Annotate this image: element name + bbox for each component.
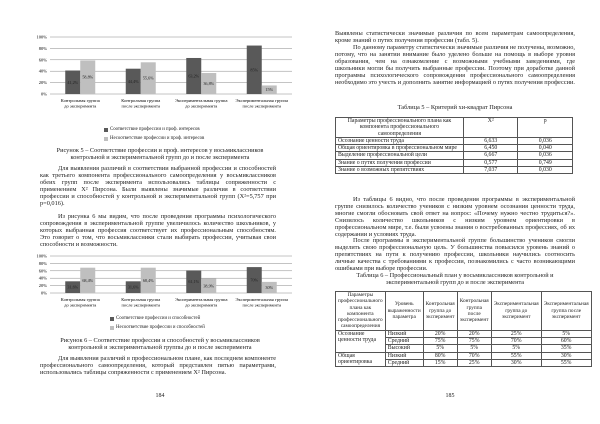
table-cell: 25% [457, 359, 491, 366]
legend-swatch [104, 128, 108, 132]
table-cell: 6,667 [463, 152, 518, 159]
table-cell: 75% [457, 338, 491, 345]
x-category-label: Контрольная группа до эксперимента [60, 98, 100, 109]
table-cell: 80% [423, 352, 457, 359]
page-number: 185 [445, 393, 455, 399]
table-row [336, 137, 573, 144]
data-label: 30% [265, 284, 274, 290]
y-tick-label: 0% [41, 91, 47, 97]
paragraph: Для выявления различий в соответствии выбранной профессии и способностей как третьего компонента профессионального самоопределения у восьмиклассников обеих групп после эксперимента использовались таблицы сопряженности с применением Х² Пирсона. Были выявлены значимые различия в соответствии профессии и способностей у контрольной и экспериментальной групп (Х²=5,757 при p=0,016). [40, 165, 276, 207]
table-cell: 5% [423, 345, 457, 352]
data-label: 85% [250, 67, 259, 73]
x-category-label: Экспериментальная группа до эксперимента [175, 98, 228, 109]
table-header: Уровень выраженности параметра [385, 292, 423, 331]
table-row [336, 330, 592, 337]
table-6-caption: Таблица 6 – Профессиональный план у восьмиклассников контрольной и экспериментальной групп до и после эксперимента [356, 272, 554, 287]
table-cell: 55% [491, 352, 541, 359]
page-number: 184 [155, 393, 165, 399]
legend-item-match [110, 316, 200, 321]
y-tick-label: 20% [38, 283, 47, 289]
legend-swatch [110, 317, 114, 321]
table-cell: 5% [541, 330, 591, 337]
data-label: 58,8% [82, 74, 94, 80]
table-cell: Высокий [385, 345, 423, 352]
table-header: Контрольная группа до эксперимент [423, 292, 457, 331]
table-header: Экспериментальная группа после эксперимент [541, 292, 591, 331]
figure-6-chart [0, 250, 300, 320]
data-label: 38,9% [203, 283, 215, 289]
legend-item-mismatch [104, 136, 204, 141]
data-label: 15% [265, 87, 274, 93]
table-cell: 0,577 [463, 159, 518, 166]
data-label: 31,6% [127, 284, 139, 290]
legend-swatch [104, 137, 108, 141]
paragraph: Выявлены статистически значимые различия по всем параметрам самоопределения, кроме знаний о путях получения профессии (табл. 5). [335, 30, 575, 44]
y-tick-label: 40% [38, 68, 47, 74]
figure-5-caption: Рисунок 5 – Соответствие профессии и проф. интересов у восьмиклассников контрольной и экспериментальной групп до и после эксперимента [56, 147, 264, 162]
paragraph: По данному параметру статистически значимые различия не получены, возможно, потому, что на занятии внимание было уделено больше на помощь в выборе уровня образования, чем на ознакомление с возможными учебными заведениями, где школьники могли бы получить выбранные профессии. Поэтому при доработке данной программы психологического сопровождения профессионального самоопределения необходимо это учесть и дополнить занятие информацией о путях получения профессии. [335, 44, 576, 86]
legend-item-match [104, 127, 200, 132]
table-header: Параметры профессионального плана как компонента профессионального самоопределения [336, 118, 464, 138]
table-cell: Общая ориентировка в профессиональном мире [336, 145, 464, 152]
x-category-label: Контрольная группа после эксперимента [121, 297, 161, 308]
table-cell: 70% [491, 338, 541, 345]
data-label: 68,4% [142, 277, 154, 283]
table-cell: 0,036 [518, 152, 573, 159]
table-cell: 5% [491, 345, 541, 352]
y-tick-label: 40% [38, 275, 47, 281]
x-category-label: Экспериментальная группа до эксперимента [175, 297, 228, 308]
table-cell: 75% [423, 338, 457, 345]
table-row [336, 145, 573, 152]
table-cell: Низкий [385, 352, 423, 359]
paragraph: Из таблицы 6 видно, что после проведения программы в экспериментальной группе снизилось количество учеников с низким уровнем осознания ценности труда, многие смогли обосновать свой ответ на вопрос: «Почему нужно честно трудиться?». Снизилось количество школьников с низким уровнем ориентировки в профессиональном мире, т.е. были усвоены знания о востребованных профессиях, об их содержании и условиях труда. [335, 196, 575, 238]
legend-swatch [110, 326, 114, 330]
data-label: 61,1% [188, 279, 200, 285]
paragraph: Для выявления различий в профессиональном плане, как последнем компоненте профессионального самоопределения, который представлен пятью параметрами, использовались таблицы сопряженности с применением Х² Пирсона. [40, 355, 276, 376]
y-tick-label: 0% [41, 290, 47, 296]
legend-label: Несоответствие профессии и способностей [116, 325, 205, 330]
table-header-row [336, 292, 592, 331]
table-cell: 6,633 [463, 137, 518, 144]
table-row [336, 352, 592, 359]
table-cell: 30% [491, 359, 541, 366]
y-tick-label: 80% [38, 45, 47, 51]
legend-item-mismatch [110, 325, 205, 330]
table-cell: 30% [541, 352, 591, 359]
table-cell: 0,036 [518, 137, 573, 144]
paragraph: Из рисунка 6 мы видим, что после проведения программы психологического сопровождения в экспериментальной группе увеличилось количество школьников, у которых выбранная профессия соответствует их профессиональным способностям. Это говорит о том, что восьмиклассники стали выбирать профессии, учитывая свои способности и возможности. [40, 213, 276, 248]
table-cell: Общая ориентировка [336, 352, 386, 367]
table-cell: Осознание ценности труда [336, 330, 386, 352]
legend-label: Несоответствие профессии и проф. интересов [110, 136, 205, 141]
data-label: 55,6% [142, 75, 154, 81]
x-category-label: Контрольная группа до эксперимента [60, 297, 100, 308]
table-5-caption: Таблица 5 – Критерий хи-квадрат Пирсона [397, 104, 513, 111]
data-label: 36,8% [203, 81, 215, 87]
table-row [336, 159, 573, 166]
table-cell: Знание о возможных препятствиях [336, 167, 464, 174]
table-cell: Средний [385, 338, 423, 345]
table-row [336, 152, 573, 159]
data-label: 70% [250, 277, 259, 283]
table-cell: 60% [541, 338, 591, 345]
table-cell: 7,037 [463, 167, 518, 174]
table-5 [335, 117, 573, 174]
y-tick-label: 20% [38, 80, 47, 86]
table-header: p [518, 118, 573, 138]
data-label: 41,2% [67, 79, 79, 85]
table-row [336, 167, 573, 174]
table-cell: 0,749 [518, 159, 573, 166]
table-cell: 0,040 [518, 145, 573, 152]
data-label: 68,4% [82, 277, 94, 283]
y-tick-label: 100% [36, 253, 47, 259]
figure-5-chart [0, 0, 300, 140]
table-header: Параметры профессионального плана как компонента профессионального самоопределения [336, 292, 386, 331]
table-cell: 20% [423, 330, 457, 337]
y-tick-label: 60% [38, 57, 47, 63]
table-cell: 35% [541, 345, 591, 352]
table-header: Экспериментальная группа до эксперимент [491, 292, 541, 331]
table-cell: 6,450 [463, 145, 518, 152]
table-header-row [336, 118, 573, 138]
x-category-label: Экспериментальная группа после эксперимента [235, 297, 288, 308]
x-category-label: Контрольная группа после эксперимента [121, 98, 161, 109]
table-header: Контрольная группа после эксперимент [457, 292, 491, 331]
x-category-label: Экспериментальная группа после эксперимента [235, 98, 288, 109]
paragraph: После программы в экспериментальной группе большинство учеников смогли выделить свою профессиональную цель. У большинства повысился уровень знаний о препятствиях на пути к получению профессии, школьники научились соотносить личные качества с требованиями к профессии, познакомились с часто возникающими ошибками при выборе профессии. [335, 237, 575, 272]
data-label: 63,2% [188, 73, 200, 79]
table-cell: 20% [457, 330, 491, 337]
figure-6-caption: Рисунок 6 – Соответствие профессии и способностей у восьмиклассников контрольной и экспериментальной группы до и после эксперимента [60, 337, 260, 352]
table-header: Х² [463, 118, 518, 138]
table-cell: Знание о путях получения профессии [336, 159, 464, 166]
table-cell: 15% [423, 359, 457, 366]
table-cell: 25% [491, 330, 541, 337]
table-cell: 0,030 [518, 167, 573, 174]
table-cell: 70% [457, 352, 491, 359]
y-tick-label: 100% [36, 34, 47, 40]
table-cell: 5% [457, 345, 491, 352]
table-cell: 55% [541, 359, 591, 366]
data-label: 31,6% [67, 284, 79, 290]
y-tick-label: 80% [38, 260, 47, 266]
table-cell: Низкий [385, 330, 423, 337]
table-cell: Осознание ценности труда [336, 137, 464, 144]
table-cell: Выделение профессиональной цели [336, 152, 464, 159]
table-cell: Средний [385, 359, 423, 366]
legend-label: Соответствие профессии и способностей [116, 316, 201, 321]
table-6 [335, 291, 592, 367]
legend-label: Соответствие профессии и проф. интересов [110, 127, 200, 132]
y-tick-label: 60% [38, 268, 47, 274]
data-label: 44,4% [127, 78, 139, 84]
